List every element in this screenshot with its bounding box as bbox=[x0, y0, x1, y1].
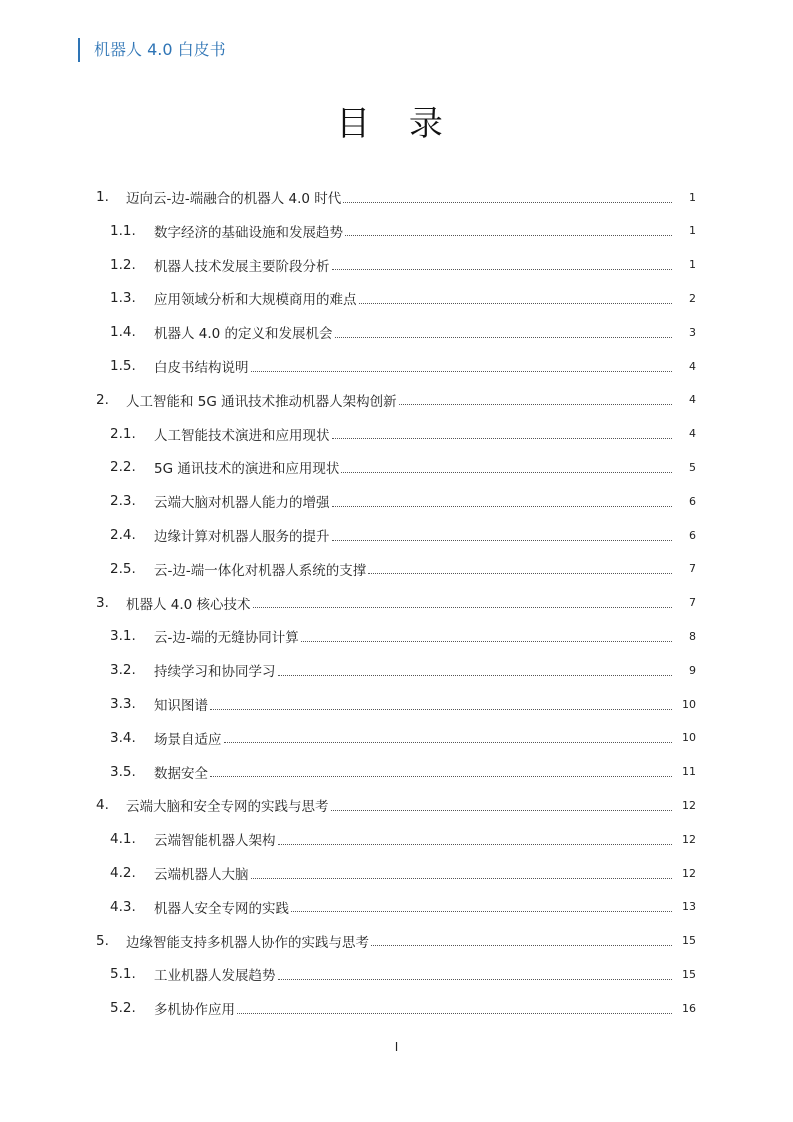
toc-entry-page: 5 bbox=[689, 460, 696, 474]
toc-entry-label: 多机协作应用 bbox=[154, 1002, 235, 1019]
toc-entry-page: 10 bbox=[682, 731, 696, 745]
dot-leader bbox=[210, 776, 672, 777]
toc-entry-number: 3.4. bbox=[110, 729, 136, 746]
toc-entry-number: 3.2. bbox=[110, 662, 136, 679]
toc-entry-page: 3 bbox=[689, 325, 696, 339]
toc-entry[interactable] bbox=[0, 653, 793, 687]
dot-leader bbox=[253, 607, 672, 608]
toc-entry[interactable] bbox=[0, 687, 793, 721]
dot-leader bbox=[332, 438, 673, 439]
toc-entry-number: 2.5. bbox=[110, 560, 136, 577]
toc-entry[interactable] bbox=[0, 450, 793, 484]
toc-entry-page: 6 bbox=[689, 528, 696, 542]
toc-entry-number: 2.1. bbox=[110, 425, 136, 442]
toc-entry-number: 4. bbox=[96, 797, 109, 814]
toc-entry-label: 云-边-端的无缝协同计算 bbox=[154, 630, 299, 647]
toc-entry-page: 11 bbox=[682, 765, 696, 779]
toc-entry[interactable] bbox=[0, 856, 793, 890]
dot-leader bbox=[291, 911, 672, 912]
toc-entry-label: 人工智能和 5G 通讯技术推动机器人架构创新 bbox=[126, 393, 397, 410]
toc-entry-number: 1.3. bbox=[110, 290, 136, 307]
toc-entry-number: 4.1. bbox=[110, 831, 136, 848]
toc-entry-number: 2.2. bbox=[110, 459, 136, 476]
toc-entry-page: 1 bbox=[689, 224, 696, 238]
toc-entry-label: 边缘计算对机器人服务的提升 bbox=[154, 529, 330, 545]
toc-entry[interactable] bbox=[0, 755, 793, 789]
toc-entry-label: 机器人 4.0 的定义和发展机会 bbox=[154, 326, 333, 343]
dot-leader bbox=[251, 371, 673, 372]
toc-entry[interactable] bbox=[0, 315, 793, 349]
toc-entry-label: 云端大脑对机器人能力的增强 bbox=[154, 495, 330, 512]
toc-entry[interactable] bbox=[0, 417, 793, 451]
toc-entry-label: 云-边-端一体化对机器人系统的支撑 bbox=[154, 562, 367, 579]
toc-entry[interactable] bbox=[0, 214, 793, 248]
toc-entry-number: 5.2. bbox=[110, 1000, 136, 1017]
toc-entry-label: 迈向云-边-端融合的机器人 4.0 时代 bbox=[126, 191, 342, 207]
toc-entry[interactable] bbox=[0, 924, 793, 958]
toc-entry[interactable] bbox=[0, 180, 793, 214]
toc-entry-label: 云端智能机器人架构 bbox=[154, 833, 276, 850]
dot-leader bbox=[335, 337, 672, 338]
dot-leader bbox=[399, 404, 672, 405]
toc-entry-number: 2. bbox=[96, 391, 109, 408]
toc-entry-number: 1.4. bbox=[110, 324, 136, 341]
toc-entry[interactable] bbox=[0, 619, 793, 653]
toc-entry-number: 5.1. bbox=[110, 966, 136, 983]
toc-entry-number: 3. bbox=[96, 594, 109, 611]
toc-entry[interactable] bbox=[0, 518, 793, 552]
dot-leader bbox=[237, 1013, 672, 1014]
dot-leader bbox=[224, 742, 673, 743]
toc-entry-number: 4.2. bbox=[110, 865, 136, 881]
toc-entry-page: 15 bbox=[682, 934, 696, 948]
toc-entry-page: 12 bbox=[682, 798, 696, 812]
toc-entry[interactable] bbox=[0, 991, 793, 1025]
toc-entry-label: 机器人技术发展主要阶段分析 bbox=[154, 258, 330, 275]
dot-leader bbox=[332, 269, 673, 270]
dot-leader bbox=[368, 573, 672, 574]
toc-entry-page: 13 bbox=[682, 900, 696, 914]
dot-leader bbox=[343, 202, 672, 203]
toc-entry-number: 1. bbox=[96, 189, 109, 205]
toc-entry-label: 场景自适应 bbox=[154, 731, 222, 748]
toc-entry-number: 5. bbox=[96, 932, 109, 949]
toc-title: 目 录 bbox=[336, 104, 457, 144]
toc-entry-label: 5G 通讯技术的演进和应用现状 bbox=[154, 461, 340, 478]
toc-entry[interactable] bbox=[0, 383, 793, 417]
toc-entry-label: 白皮书结构说明 bbox=[154, 360, 249, 376]
toc-entry-label: 人工智能技术演进和应用现状 bbox=[154, 427, 330, 444]
running-header: 机器人 4.0 白皮书 bbox=[78, 38, 226, 62]
dot-leader bbox=[251, 878, 673, 879]
toc-entry[interactable] bbox=[0, 281, 793, 315]
toc-entry[interactable] bbox=[0, 890, 793, 924]
toc-entry-number: 3.1. bbox=[110, 628, 136, 645]
dot-leader bbox=[332, 506, 673, 507]
toc-entry[interactable] bbox=[0, 788, 793, 822]
dot-leader bbox=[371, 945, 672, 946]
toc-entry-page: 9 bbox=[689, 663, 696, 677]
toc-entry-page: 15 bbox=[682, 967, 696, 981]
toc-entry[interactable] bbox=[0, 552, 793, 586]
toc-entry-label: 机器人安全专网的实践 bbox=[154, 900, 289, 917]
toc-entry-page: 7 bbox=[689, 596, 696, 610]
toc-entry-label: 知识图谱 bbox=[154, 698, 208, 714]
toc-entry-page: 8 bbox=[689, 629, 696, 643]
dot-leader bbox=[345, 235, 672, 236]
toc-entry[interactable] bbox=[0, 349, 793, 383]
toc-entry-number: 2.4. bbox=[110, 527, 136, 543]
page-number: I bbox=[394, 1040, 399, 1054]
toc-entry-label: 数字经济的基础设施和发展趋势 bbox=[154, 224, 343, 241]
dot-leader bbox=[332, 540, 673, 541]
toc-entry[interactable] bbox=[0, 586, 793, 620]
toc-entry-number: 1.2. bbox=[110, 256, 136, 273]
toc-entry-label: 云端大脑和安全专网的实践与思考 bbox=[126, 799, 329, 816]
toc-entry-page: 16 bbox=[682, 1001, 696, 1015]
dot-leader bbox=[278, 675, 673, 676]
toc-entry-page: 2 bbox=[689, 291, 696, 305]
toc-entry-page: 7 bbox=[689, 562, 696, 576]
toc-entry-page: 1 bbox=[689, 190, 696, 204]
toc-entry-label: 数据安全 bbox=[154, 765, 208, 782]
dot-leader bbox=[359, 303, 673, 304]
toc-entry-page: 1 bbox=[689, 258, 696, 272]
toc-entry[interactable] bbox=[0, 957, 793, 991]
toc-entry-number: 3.3. bbox=[110, 696, 136, 712]
toc-entry-label: 持续学习和协同学习 bbox=[154, 664, 276, 681]
toc-entry-page: 4 bbox=[689, 427, 696, 441]
dot-leader bbox=[210, 709, 672, 710]
toc-entry-page: 6 bbox=[689, 494, 696, 508]
toc-entry-number: 4.3. bbox=[110, 898, 136, 915]
toc-entry-number: 1.5. bbox=[110, 358, 136, 374]
dot-leader bbox=[278, 844, 673, 845]
toc-entry-number: 2.3. bbox=[110, 493, 136, 510]
toc-entry-label: 边缘智能支持多机器人协作的实践与思考 bbox=[126, 934, 369, 951]
toc-entry-label: 应用领域分析和大规模商用的难点 bbox=[154, 292, 357, 309]
toc-entry-page: 12 bbox=[682, 866, 696, 880]
toc-entry-label: 云端机器人大脑 bbox=[154, 867, 249, 883]
toc-entry[interactable] bbox=[0, 822, 793, 856]
toc-entry-page: 4 bbox=[689, 393, 696, 407]
toc-entry-number: 1.1. bbox=[110, 222, 136, 239]
dot-leader bbox=[331, 810, 673, 811]
toc-entry[interactable] bbox=[0, 248, 793, 282]
toc-entry[interactable] bbox=[0, 484, 793, 518]
toc-entry-page: 4 bbox=[689, 359, 696, 373]
toc-entry[interactable] bbox=[0, 721, 793, 755]
dot-leader bbox=[301, 641, 672, 642]
toc-entry-page: 10 bbox=[682, 697, 696, 711]
toc-entry-number: 3.5. bbox=[110, 763, 136, 780]
dot-leader bbox=[341, 472, 672, 473]
toc-entry-label: 机器人 4.0 核心技术 bbox=[126, 596, 251, 613]
dot-leader bbox=[278, 979, 673, 980]
toc-entry-page: 12 bbox=[682, 832, 696, 846]
toc-entry-label: 工业机器人发展趋势 bbox=[154, 968, 276, 985]
